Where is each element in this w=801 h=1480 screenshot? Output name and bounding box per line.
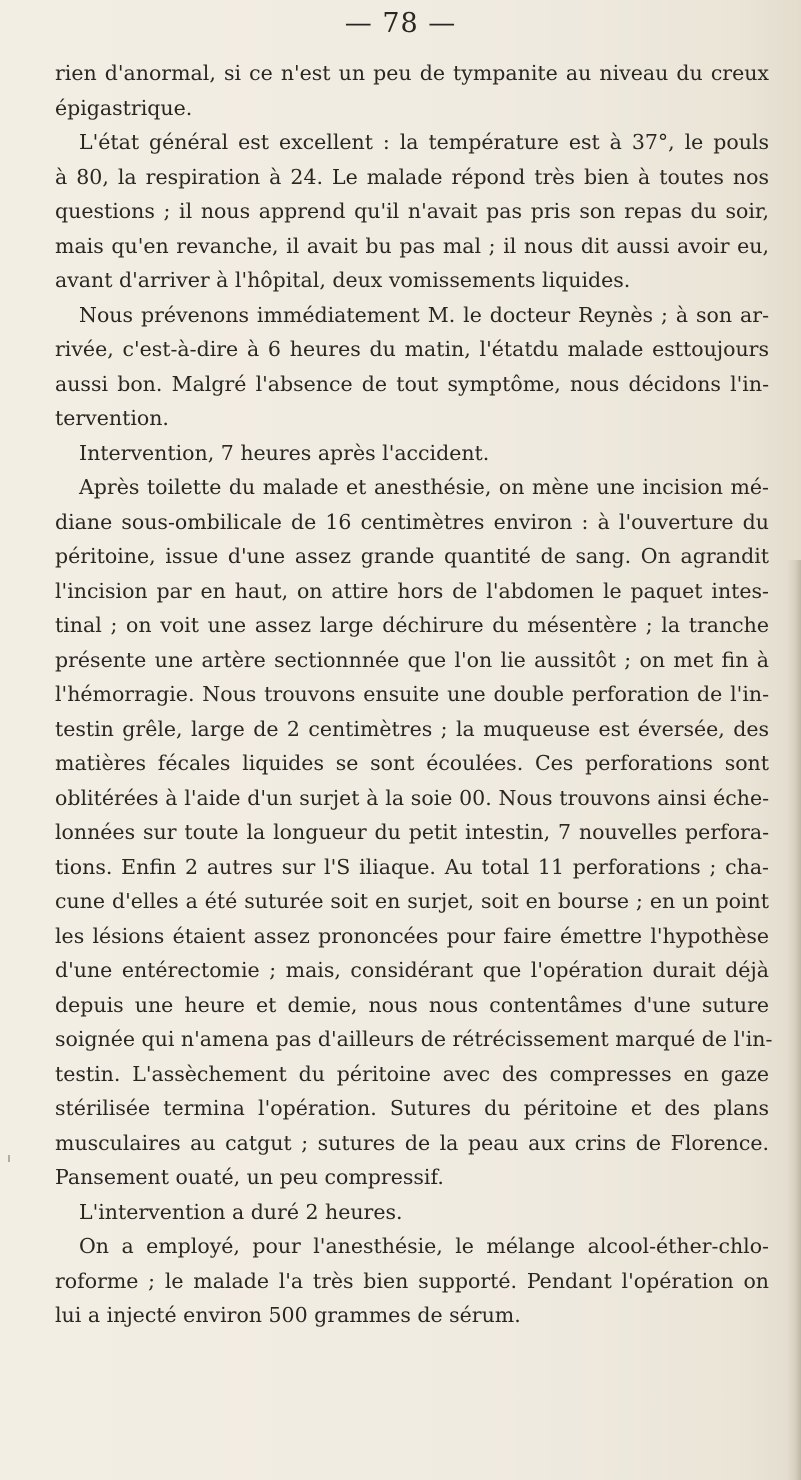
text-line: Après toilette du malade et anesthésie, on mène une incision mé- — [79, 475, 769, 499]
text-line: cune d'elles a été suturée soit en surjet, soit en bourse ; en un point — [55, 889, 769, 913]
text-line: avant d'arriver à l'hôpital, deux vomissements liquides. — [55, 268, 631, 292]
text-line: Pansement ouaté, un peu compressif. — [55, 1165, 444, 1189]
text-line: testin. L'assèchement du péritoine avec des compresses en gaze — [55, 1061, 769, 1086]
text-line: questions ; il nous apprend qu'il n'avait pas pris son repas du soir, — [55, 199, 769, 223]
text-line: tions. Enfin 2 autres sur l'S iliaque. Au total 11 perforations ; cha- — [55, 854, 769, 879]
text-line: Nous prévenons immédiatement M. le docteur Reynès ; à son ar- — [79, 302, 769, 327]
text-line: testin grêle, large de 2 centimètres ; la muqueuse est éversée, des — [55, 716, 769, 741]
text-line: l'incision par en haut, on attire hors de l'abdomen le paquet intes- — [55, 578, 769, 603]
text-line: oblitérées à l'aide d'un surjet à la soie 00. Nous trouvons ainsi éche- — [55, 785, 769, 810]
text-line: Intervention, 7 heures après l'accident. — [79, 440, 490, 465]
text-line: soignée qui n'amena pas d'ailleurs de rétrécissement marqué de l'in- — [55, 1027, 773, 1051]
text-line: rivée, c'est-à-dire à 6 heures du matin, l'étatdu malade esttoujours — [55, 337, 769, 361]
text-line: les lésions étaient assez prononcées pour faire émettre l'hypothèse — [55, 923, 769, 948]
text-line: diane sous-ombilicale de 16 centimètres environ : à l'ouverture du — [55, 509, 769, 534]
text-line: depuis une heure et demie, nous nous contentâmes d'une suture — [55, 992, 769, 1017]
text-line: lonnées sur toute la longueur du petit intestin, 7 nouvelles perfora- — [55, 820, 769, 844]
text-line: matières fécales liquides se sont écoulées. Ces perforations sont — [55, 751, 769, 775]
page-edge-shadow — [787, 560, 801, 1480]
text-line: mais qu'en revanche, il avait bu pas mal ; il nous dit aussi avoir eu, — [55, 233, 769, 258]
text-line: péritoine, issue d'une assez grande quantité de sang. On agrandit — [55, 544, 769, 568]
text-line: présente une artère sectionnnée que l'on lie aussitôt ; on met fin à — [55, 647, 769, 672]
text-line: L'intervention a duré 2 heures. — [79, 1199, 403, 1224]
text-line: tervention. — [55, 406, 169, 430]
text-line: à 80, la respiration à 24. Le malade répond très bien à toutes nos — [55, 164, 769, 189]
text-line: stérilisée termina l'opération. Sutures du péritoine et des plans — [55, 1096, 769, 1120]
text-line: épigastrique. — [55, 95, 193, 120]
body-text — [55, 56, 773, 1333]
text-line: d'une entérectomie ; mais, considérant que l'opération durait déjà — [55, 958, 769, 982]
page-number: — 78 — — [344, 8, 457, 39]
text-line: rien d'anormal, si ce n'est un peu de tympanite au niveau du creux — [55, 61, 769, 85]
text-line: musculaires au catgut ; sutures de la peau aux crins de Florence. — [55, 1130, 769, 1155]
margin-mark — [8, 1155, 10, 1162]
text-line: tinal ; on voit une assez large déchirure du mésentère ; la tranche — [55, 613, 769, 637]
text-line: L'état général est excellent : la température est à 37°, le pouls — [79, 130, 769, 154]
text-line: roforme ; le malade l'a très bien supporté. Pendant l'opération on — [55, 1268, 769, 1293]
text-line: aussi bon. Malgré l'absence de tout symptôme, nous décidons l'in- — [55, 371, 769, 396]
text-line: lui a injecté environ 500 grammes de sérum. — [55, 1303, 521, 1327]
text-line: l'hémorragie. Nous trouvons ensuite une double perforation de l'in- — [55, 682, 769, 706]
text-line: On a employé, pour l'anesthésie, le mélange alcool-éther-chlo- — [79, 1234, 769, 1258]
